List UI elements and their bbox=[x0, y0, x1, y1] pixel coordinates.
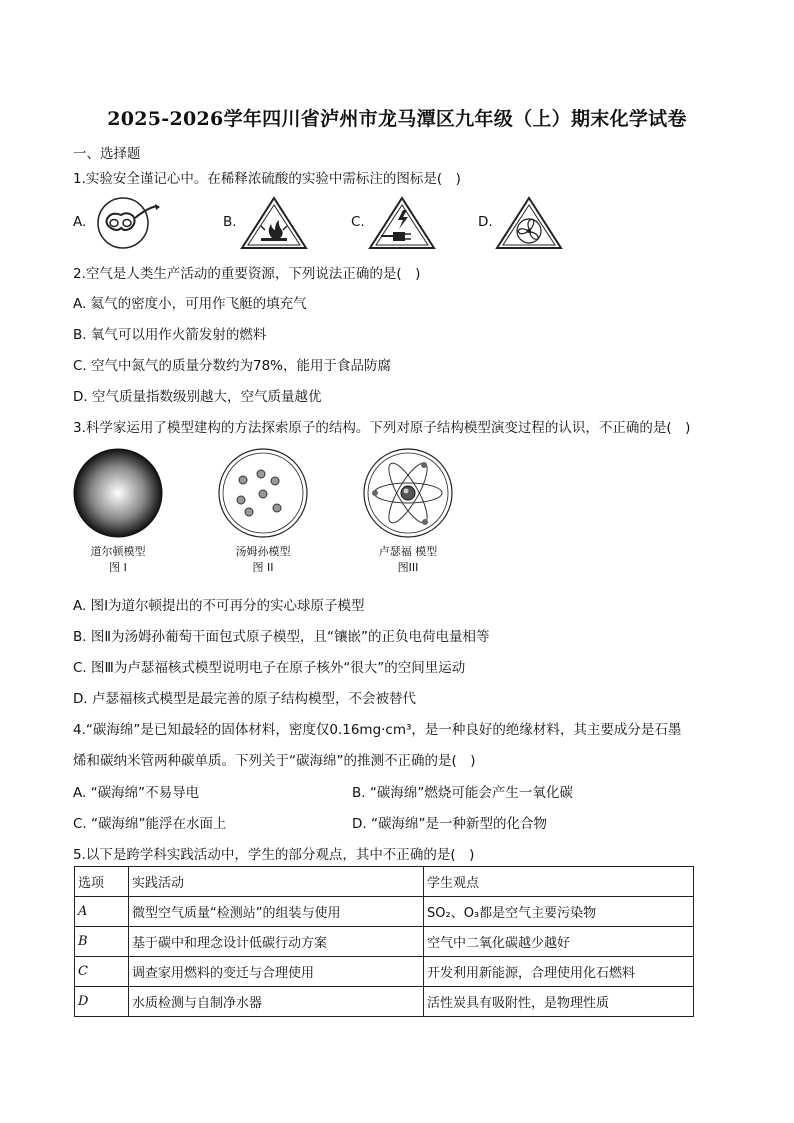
q3-option-c: C. 图Ⅲ为卢瑟福核式模型说明电子在原子核外“很大”的空间里运动 bbox=[73, 660, 466, 676]
table-cell: 活性炭具有吸附性，是物理性质 bbox=[424, 987, 694, 1017]
option-label: A. bbox=[73, 214, 87, 230]
table-cell: B bbox=[75, 927, 129, 957]
ventilation-fan-icon bbox=[494, 196, 564, 250]
table-cell: C bbox=[75, 957, 129, 987]
table-cell: A bbox=[75, 897, 129, 927]
page-title: 2025-2026学年四川省泸州市龙马潭区九年级（上）期末化学试卷 bbox=[107, 108, 687, 130]
q5-table bbox=[74, 866, 694, 1017]
table-cell: D bbox=[75, 987, 129, 1017]
table-header-row bbox=[75, 867, 694, 897]
table-row bbox=[75, 957, 694, 987]
section-heading: 一、选择题 bbox=[73, 146, 141, 162]
electric-plug-warning-icon bbox=[367, 196, 437, 250]
q3-option-b: B. 图Ⅱ为汤姆孙葡萄干面包式原子模型，且“镶嵌”的正负电荷电量相等 bbox=[73, 629, 490, 645]
dalton-model bbox=[68, 448, 168, 576]
q4-option-b: B. “碳海绵”燃烧可能会产生一氧化碳 bbox=[352, 785, 573, 801]
table-header-cell: 实践活动 bbox=[129, 867, 424, 897]
q2-option-a: A. 氦气的密度小，可用作飞艇的填充气 bbox=[73, 296, 307, 312]
solid-sphere-atom-image bbox=[68, 448, 168, 538]
q5-stem: 5.以下是跨学科实践活动中，学生的部分观点，其中不正确的是( ) bbox=[73, 847, 475, 863]
nuclear-atom-image bbox=[358, 448, 458, 538]
q2-option-d: D. 空气质量指数级别越大，空气质量越优 bbox=[73, 389, 322, 405]
flame-warning-icon bbox=[239, 196, 309, 250]
q4-stem-line2: 烯和碳纳米管两种碳单质。下列关于“碳海绵”的推测不正确的是( ) bbox=[73, 753, 476, 769]
q1-stem: 1.实验安全谨记心中。在稀释浓硫酸的实验中需标注的图标是( ) bbox=[73, 171, 461, 187]
q4-stem-line1: 4.“碳海绵”是已知最轻的固体材料，密度仅0.16mg·cm³，是一种良好的绝缘材料，其主要成分是石墨 bbox=[73, 722, 682, 738]
rutherford-model bbox=[358, 448, 458, 576]
q1-options bbox=[73, 196, 633, 250]
table-cell: 水质检测与自制净水器 bbox=[129, 987, 424, 1017]
q2-option-c: C. 空气中氮气的质量分数约为78%，能用于食品防腐 bbox=[73, 358, 392, 374]
model-caption: 道尔顿模型 图 I bbox=[90, 545, 146, 574]
q4-option-d: D. “碳海绵”是一种新型的化合物 bbox=[352, 816, 547, 832]
model-caption: 卢瑟福 模型 图III bbox=[378, 545, 438, 574]
table-cell: 基于碳中和理念设计低碳行动方案 bbox=[129, 927, 424, 957]
table-cell: SO₂、O₃都是空气主要污染物 bbox=[424, 897, 694, 927]
table-row bbox=[75, 987, 694, 1017]
atom-models-figure bbox=[68, 448, 488, 578]
model-caption: 汤姆孙模型 图 II bbox=[235, 545, 291, 574]
table-row bbox=[75, 897, 694, 927]
plum-pudding-atom-image bbox=[213, 448, 313, 538]
option-label: D. bbox=[478, 214, 493, 230]
option-label: B. bbox=[223, 214, 237, 230]
q2-stem: 2.空气是人类生产活动的重要资源，下列说法正确的是( ) bbox=[73, 266, 421, 282]
q3-option-d: D. 卢瑟福核式模型是最完善的原子结构模型，不会被替代 bbox=[73, 691, 416, 707]
option-label: C. bbox=[351, 214, 365, 230]
q3-option-a: A. 图Ⅰ为道尔顿提出的不可再分的实心球原子模型 bbox=[73, 598, 365, 614]
table-header-cell: 选项 bbox=[75, 867, 129, 897]
table-row bbox=[75, 927, 694, 957]
q3-stem: 3.科学家运用了模型建构的方法探索原子的结构。下列对原子结构模型演变过程的认识，不正确的是( ) bbox=[73, 420, 691, 436]
q4-option-a: A. “碳海绵”不易导电 bbox=[73, 785, 200, 801]
q4-option-c: C. “碳海绵”能浮在水面上 bbox=[73, 816, 227, 832]
table-cell: 微型空气质量“检测站”的组装与使用 bbox=[129, 897, 424, 927]
q2-option-b: B. 氧气可以用作火箭发射的燃料 bbox=[73, 327, 267, 343]
goggles-icon bbox=[87, 196, 167, 250]
table-cell: 调查家用燃料的变迁与合理使用 bbox=[129, 957, 424, 987]
table-header-cell: 学生观点 bbox=[424, 867, 694, 897]
table-cell: 开发利用新能源，合理使用化石燃料 bbox=[424, 957, 694, 987]
thomson-model bbox=[213, 448, 313, 576]
table-cell: 空气中二氧化碳越少越好 bbox=[424, 927, 694, 957]
